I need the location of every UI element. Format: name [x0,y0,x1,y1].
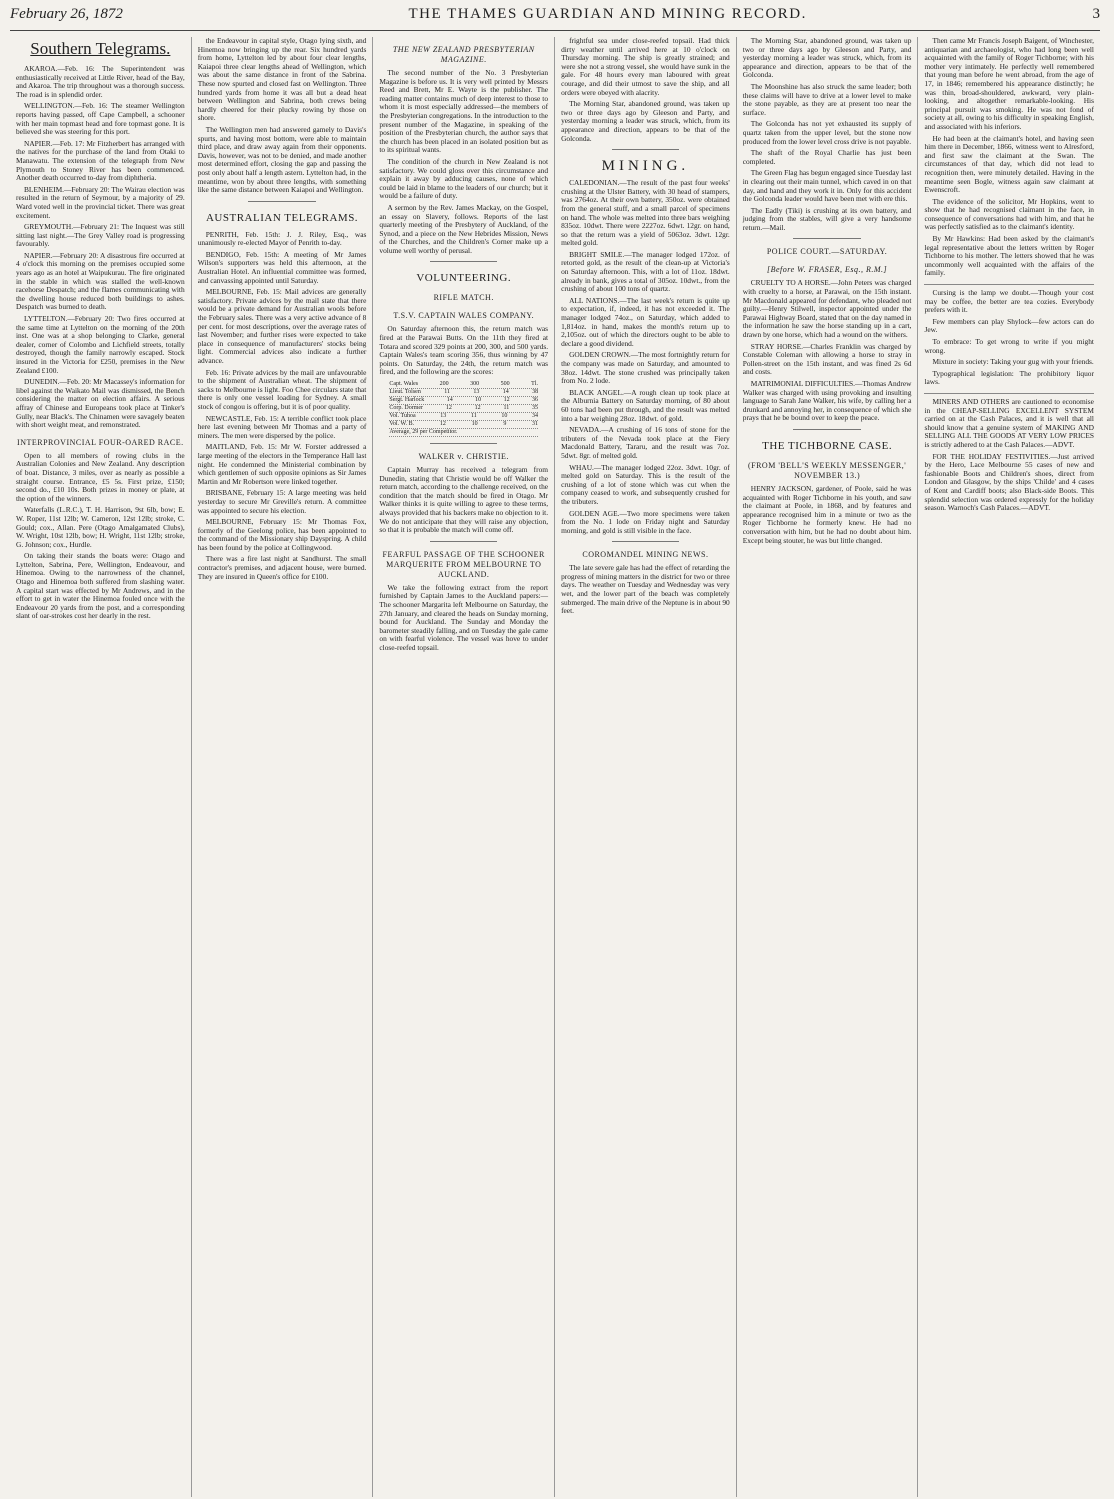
paragraph: DUNEDIN.—Feb. 20: Mr Macassey's information for libel against the Waikato Mail was dismissed, the Bench considering the matter on election affairs. A serious affray of Chinese and Europeans took place at Tinker's Gully, near Black's. The Chinamen were savagely beaten with short weight meat, and remonstrated. [16,377,185,430]
paragraph: Cursing is the lamp we doubt.—Though your cost may be coffee, the better are tea cozies. Everybody prefers with it. [924,288,1094,315]
paragraph: STRAY HORSE.—Charles Franklin was charged by Constable Coleman with allowing a horse to stray in Pollen-street on the 15th instant, and was fined 2s 6d and costs. [742,341,912,377]
table-cell: 34 [532,413,539,420]
paragraph: PENRITH, Feb. 15th: J. J. Riley, Esq., was unanimously re-elected Mayor of Penrith to-day. [197,229,367,248]
table-cell: Capt. Wales [389,381,419,388]
table-cell: Vol. Tuhoa [389,413,416,420]
walker-christie-heading: WALKER v. CHRISTIE. [418,452,509,462]
table-cell: 14 [446,397,453,404]
paragraph: He had been at the claimant's hotel, and having seen him there in December, 1866, witness went to Alresford, and first saw the claimant at the Swan. The circumstances of that day, which did not lead to recognition then, were minutely detailed. Having in the meantime seen Bogle, witness again saw claimant at Ewenscroft. [924,133,1094,195]
paragraph: HENRY JACKSON, gardener, of Poole, said he was acquainted with Roger Tichborne in his youth, and saw the claimant at Poole, in 1868, and by features and appearance recognised him in a minute or two as the Roger Tichborne he formerly knew. He had no conversation with him, but he had no doubt about him. Except being stouter, he was but little changed. [742,483,912,545]
paragraph: ALL NATIONS.—The last week's return is quite up to expectation, if, indeed, it has not exceeded it. The manager lodged 74oz., on Saturday, which added to 1,814oz. in hand, makes the month's return up to 2,105oz. out of which the directors ought to be able to declare a good dividend. [561,295,730,348]
paragraph: LYTTELTON.—February 20: Two fires occurred at the same time at Lyttelton on the morning of the 20th inst. One was at a shop belonging to Clarke, general dealer, corner of Colombo and Lichfield streets, totally destroyed, though the family narrowly escaped. Stock insured in the Victoria for £250, premises in the New Zealand £100. [16,314,185,375]
table-row [389,397,538,405]
column-3 [373,37,555,1497]
mining-heading: MINING. [601,158,690,175]
masthead [10,6,1100,31]
paragraph: the Endeavour in capital style, Otago lying sixth, and Hinemoa now bringing up the rear. Six hundred yards from home, Lyttelton led by about four clear lengths, Kaiapoi three clear lengths ahead of Wellington, which was about the same distance in front of the Sabrina. These now spurted and closed fast on Wellington. Three hundred yards from home it was all but a dead heat between Wellington and Sabrina, both crews being hardly cheered for their plucky rowing by those on shore. [197,37,367,123]
table-cell: Corp. Dormer [389,405,424,412]
paragraph: BRIGHT SMILE.—The manager lodged 172oz. of retorted gold, as the result of the clean-up at Victoria's on Saturday afternoon. This, with a lot of 11oz. 18dwt. already in bank, gives a total of 305oz. 10dwt., from the crushing of about 100 tons of quartz. [561,249,730,294]
divider [248,201,315,202]
paragraph: On Saturday afternoon this, the return match was fired at the Parawai Butts. On the 11th they fired at Totara and scored 329 points at 200, 300, and 500 yards. Captain Wales's team scoring 356, thus winning by 47 points. On Saturday, the 24th, the return match was fired, and the following are the scores: [379,324,549,377]
divider [430,541,497,542]
four-oared-race-heading: INTERPROVINCIAL FOUR-OARED RACE. [17,437,184,447]
table-cell: 12 [445,405,452,412]
paragraph: CRUELTY TO A HORSE.—John Peters was charged with cruelty to a horse, at Parawai, on the 15th instant. Mr Macdonald appeared for defendant, who pleaded not guilty.—Henry Stilwell, inspector appointed under the Parawai Highway Board, stated that on the day named in the information he saw the horse standing up in a cart, drawn by one horse, which had a wound on the withers. [742,278,912,340]
paragraph: The condition of the church in New Zealand is not satisfactory. We could gloss over this circumstance and explain it away by adducing causes, none of which could be laid in blame to the leaders of our church; but it would be a failure of duty. [379,156,549,201]
coromandel-heading: COROMANDEL MINING NEWS. [582,550,709,560]
issue-date: February 26, 1872 [10,6,123,22]
paragraph: The Green Flag has begun engaged since Tuesday last in clearing out their main tunnel, which caved in on that day, and hand and they work it in. Only for this accident the Golconda leader would have been met with ere this. [742,168,912,204]
column-5 [737,37,919,1497]
table-cell: 10 [471,421,478,428]
paragraph: WHAU.—The manager lodged 22oz. 3dwt. 10gr. of melted gold on Saturday. This is the result of the crushing of a lot of stone which was cut when the company ceased to work, and subsequently crushed for the tributers. [561,462,730,506]
paragraph: The evidence of the solicitor, Mr Hopkins, went to show that he had recognised claimant in the face, in consequence of conversations had with him, and that he was perfectly satisfied as to the claimant's identity. [924,196,1094,232]
table-cell: 200 [439,381,449,388]
column-4 [555,37,737,1497]
table-cell: Sergt. Harlock [389,397,425,404]
paragraph: BENDIGO, Feb. 15th: A meeting of Mr James Wilson's supporters was held this afternoon, at the Australian Hotel. An influential committee was formed, and canvassing appointed until Saturday. [197,249,367,285]
table-cell: 35 [532,405,539,412]
table-row [389,405,538,413]
paragraph: The Morning Star, abandoned ground, was taken up two or three days ago by Gleeson and Party, and yesterday morning a leader was struck, which, from its appearance and direction, appears to be that of the Golconda. [561,99,730,143]
fearful-passage-heading: FEARFUL PASSAGE OF THE SCHOONER MARQUERITE FROM MELBOURNE TO AUCKLAND. [382,549,545,579]
paragraph: MELBOURNE, Feb. 15: Mail advices are generally satisfactory. Private advices by the mail state that there would be a private demand for Australian wools before the February sales. There was a very active advance of 8 per cent. for most descriptions, over the average rates of last November; and further rises were expected to take place in consequence of manufacturers' stocks being light. Commercial advices also indicate a further advance. [197,287,367,365]
column-1 [10,37,192,1497]
paragraph: WELLINGTON.—Feb. 16: The steamer Wellington reports having passed, off Cape Campbell, a schooner with her main topmast head and fore topmast gone. It is believed she was steering for this port. [16,101,185,137]
table-cell: 9 [503,421,507,428]
paragraph: CALEDONIAN.—The result of the past four weeks' crushing at the Ulster Battery, with 30 head of stampers, was 2764oz. At their own battery, 350oz. were obtained from the general stuff, and a small parcel of specimens on hand. The whole was melted into three bars weighing 835oz. 10dwt. There were 2227oz. 6dwt. 12gr. on hand, so that the return was a yield of 5063oz. 3dwt. 12gr. melted gold. [561,178,730,248]
table-cell: 31 [532,421,539,428]
paragraph: Captain Murray has received a telegram from Dunedin, stating that Christie would be off Walker the return match, according to the challenge received, on the condition that the match should be fired in Otago. Mr Walker thinks it is quite willing to agree to these terms, always provided that his backers make no objection to it. We do not anticipate that they will raise any objection, so that it is probable the match will come off. [379,465,549,535]
rifle-match-heading: RIFLE MATCH. [433,293,494,303]
paragraph: GOLDEN AGE.—Two more specimens were taken from the No. 1 lode on Friday night and Saturday morning, and gold is still visible in the face. [561,508,730,535]
paragraph: NAPIER.—February 20: A disastrous fire occurred at 4 o'clock this morning on the premises occupied some years ago as an hotel at Waipukurau. The fire originated in the stable in which was stalled the well-known racehorse Despatch; and the flames communicating with the dwelling house reduced both buildings to ashes. Despatch was burned to death. [16,250,185,312]
table-cell: 500 [500,381,510,388]
company-heading: T.S.V. CAPTAIN WALES COMPANY. [393,311,535,321]
table-cell: Lieut. Tolsen [389,389,421,396]
southern-telegrams-heading: Southern Telegrams. [30,39,171,58]
paragraph: The Wellington men had answered gamely to Davis's spurts, and having most bottom, were able to maintain third place, and draw away again from their opponents. Davis, however, was not to be denied, and made another most determined effort, closing the gap and passing the post only about half a length astern. Lyttelton had, in the meantime, won by about three lengths, with something like the same distance between Kaiapoi and Wellington. [197,124,367,195]
paragraph: On taking their stands the boats were: Otago and Lyttelton, Sabrina, Pere, Wellington, Endeavour, and Hinemoa. Owing to the narrowness of the channel, Otago and Hinemoa both suffered from slashing water. A capital start was effected by Mr Andrews, and in the effort to get in water the Hinemoa fouled once with the Endeavour 20 yards from the post, and a corresponding slant of oar-strokes cost her dearly in the rest. [16,551,185,621]
paragraph: NEWCASTLE, Feb. 15: A terrible conflict took place here last evening between Mr Thomas and a party of miners. The men were dispersed by the police. [197,413,367,440]
table-cell: 10 [475,397,482,404]
paragraph: NAPIER.—Feb. 17: Mr Fitzherbert has arranged with the natives for the purchase of the land from Otaki to Manawatu. The extension of the telegraph from New Plymouth to Stoney River has been commenced. Another death occurred to-day from diphtheria. [16,138,185,183]
paragraph: FOR THE HOLIDAY FESTIVITIES.—Just arrived by the Hero, Lace Melbourne 55 cases of new and fashionable Boots and Children's shoes, direct from London and Glasgow, by the ships 'Childe' and 4 cases of Kent and Cardiff boots; also Black-side Boots. This splendid selection was ordered expressly for the holiday season. Warnoch's Cash Palaces.—ADVT. [924,451,1094,513]
table-cell: 10 [501,413,508,420]
paragraph: The Moonshine has also struck the same leader; both these claims will have to drive at a lower level to make the stone payable, as they are at present too near the surface. [742,81,912,117]
paragraph: The Morning Star, abandoned ground, was taken up two or three days ago by Gleeson and Party, and yesterday morning a leader was struck, which, from its appearance and direction, appears to be that of the Golconda. [742,37,912,80]
table-cell: 14 [502,389,509,396]
table-cell: 13 [473,389,480,396]
divider [430,443,497,444]
paragraph: Then came Mr Francis Joseph Baigent, of Winchester, antiquarian and archaeologist, who had long been well acquainted with the family of Roger Tichborne; with his mother very intimately. He perfectly well remembered that young man before he went abroad, from the age of 17, in 1846; remembered his appearance distinctly; he was thin, broad-shouldered, awkward, very plain-looking, and altogether remarkable-looking. His principal pursuit was smoking. He was not fond of society at all, owing to his difficulty in speaking English, and associated with his inferiors. [924,37,1094,131]
table-row [389,389,538,397]
table-cell: 38 [532,389,539,396]
paragraph: Feb. 16: Private advices by the mail are unfavourable to the shipment of Australian wheat. The shipment of sacks to Melbourne is light. Foo Chee circulars state that there is only one vessel loading for Sydney. A small stock of congou is offering, but it is of poor quality. [197,367,367,411]
paragraph: Mixture in society: Taking your gug with your friends. [932,357,1094,367]
paragraph: To embrace: To get wrong to write if you might wrong. [924,337,1094,355]
column-6 [918,37,1100,1497]
table-cell: 12 [503,397,510,404]
table-cell: 36 [532,397,539,404]
table-cell: 11 [444,389,450,396]
paragraph: The Eadly (Tiki) is crushing at its own battery, and judging from the stables, will give a very handsome return.—Mail. [742,205,912,232]
table-row [389,429,538,437]
divider [430,261,497,262]
paragraph: A sermon by the Rev. James Mackay, on the Gospel, an essay on Slavery, follows. Reports of the last quarterly meeting of the Presbytery of Auckland, of the Synod, and a piece on the New Hebrides Mission, News of the Churches, and the Children's Corner make up a volume well worthy of perusal. [379,202,549,255]
table-cell: 300 [470,381,480,388]
table-row [389,413,538,421]
page-number: 3 [1092,6,1100,22]
miscellany-section [924,284,1094,387]
paragraph: Few members can play Shylock—few actors can do Jew. [924,316,1094,335]
paragraph: frightful sea under close-reefed topsail. Had thick dirty weather until arrived here at 10 o'clock on Thursday morning. The ship is greatly strained; and were she not a strong vessel, she would have sunk in the gale. For 48 hours every man laboured with great courage, and did their utmost to save the ship, and all orders were obeyed with alacrity. [561,37,730,97]
australian-telegrams-heading: AUSTRALIAN TELEGRAMS. [205,211,359,224]
table-row [389,421,538,429]
paragraph: Waterfalls (L.R.C.), T. H. Harrison, 9st 6lb, bow; E. W. Roper, 11st 12lb; W. Cameron, 12st 12lb; stroke, C. Gould; cox., Allan. Pere (Otago Amalgamated Clubs), W. Wright, 10st 12lb, bow; H. Wright, 11st 12lb; stroke, G. Johnson; cox., Hurdle. [16,505,185,549]
paragraph: NEVADA.—A crushing of 16 tons of stone for the tributers of the Nevada took place at the Fiery Macdonald Battery, Tararu, and the result was 7oz. 5dwt. 8gr. of melted gold. [561,425,730,460]
advertisement [924,393,1094,513]
volunteering-heading: VOLUNTEERING. [416,272,512,285]
column-2 [192,37,374,1497]
paragraph: MINERS AND OTHERS are cautioned to economise in the CHEAP-SELLING EXCELLENT SYSTEM carried on at the Cash Palaces, and it is well that all should know that a genuine system of MAKING AND SELLING ALL THE GOODS AT VERY LOW PRICES is strictly adhered to at the Cash Palaces.—ADVT. [924,396,1094,449]
paragraph: By Mr Hawkins: Had been asked by the claimant's legal representative about the letters written by Roger Tichborne to his mother. The letters showed that he was uncommonly well acquainted with the affairs of the family. [924,234,1094,278]
paragraph: MATRIMONIAL DIFFICULTIES.—Thomas Andrew Walker was charged with using provoking and insulting language to Sarah Jane Walker, his wife, by calling her a drunkard and annoying her, in consequence of which she prays that he be bound over to keep the peace. [742,379,912,423]
divider [793,429,860,430]
paragraph: The second number of the No. 3 Presbyterian Magazine is before us. It is very well printed by Messrs Reed and Brett, Mr E. Wayte is the publisher. The reading matter contains much of deep interest to those to whom it is most especially addressed—the members of the Presbyterian congregations. In the introduction to the present number of the Magazine, in speaking of the position of the Presbyterian church, the author says that the church has been placed in an isolated position but as to its spiritual wants. [379,68,549,155]
paragraph: Typographical legislation: The prohibitory liquor laws. [924,368,1094,387]
tichborne-heading: THE TICHBORNE CASE. [762,439,893,452]
paragraph: The shaft of the Royal Charlie has just been completed. [742,148,912,166]
police-court-subheading: [Before W. FRASER, Esq., R.M.] [767,265,888,275]
paragraph: BLENHEIM.—February 20: The Wairau election was resulted in the return of Seymour, by a majority of 29. Ward voted well in the provincial ticket. There was great excitement. [16,184,185,220]
paper-title: THE THAMES GUARDIAN AND MINING RECORD. [408,6,807,22]
paragraph: The late severe gale has had the effect of retarding the progress of mining matters in the district for two or three days. The weather on Tuesday and Wednesday was very wet, and the lower part of the beach was completely submerged. The main drive of the Neptune is in about 90 feet. [561,563,730,616]
table-cell: 12 [474,405,481,412]
table-cell: Tl. [531,381,539,388]
divider [612,541,679,542]
paragraph: GOLDEN CROWN.—The most fortnightly return for the company was made on Saturday, and amounted to 38oz. 14dwt. The stone crushed was principally taken from No. 2 lode. [561,350,730,386]
divider [793,238,860,239]
score-table [389,381,538,437]
presbyterian-magazine-heading: THE NEW ZEALAND PRESBYTERIAN MAGAZINE. [392,45,535,64]
paragraph: We take the following extract from the report furnished by Captain James to the Auckland papers:—The schooner Margarita left Melbourne on Saturday, the 27th January, and cleared the heads on Sunday morning, bound for Auckland. The Sunday and Monday the barometer steadily falling, and on Tuesday the gale came on with fearful violence. The vessel was hove to under close-reefed topsail. [379,582,549,652]
paragraph: There was a fire last night at Sandhurst. The small contractor's premises, and adjacent house, were burned. They are insured in Queen's office for £100. [197,554,367,581]
table-cell: 13 [440,413,447,420]
paragraph: GREYMOUTH.—February 21: The Inquest was still sitting last night.—The Grey Valley road is progressing favourably. [16,222,185,249]
paragraph: AKAROA.—Feb. 16: The Superintendent was enthusiastically received at Little River, head of the Bay, and Akaroa. The trip throughout was a thorough success. The road is in splendid order. [16,64,185,99]
table-cell: 11 [503,405,510,412]
paragraph: BRISBANE, February 15: A large meeting was held yesterday to secure Mr Greville's return. A committee was appointed to secure his election. [197,488,367,515]
paragraph: MELBOURNE, February 15: Mr Thomas Fox, formerly of the Geelong police, has been appointed to the command of the Missionary ship Dayspring. A child has been found by the police at Collingwood. [197,517,367,552]
paragraph: The Golconda has not yet exhausted its supply of quartz taken from the upper level, but the stone now produced from the lower level cross drive is not payable. [742,119,912,146]
table-cell: 12 [439,421,446,428]
paragraph: Open to all members of rowing clubs in the Australian Colonies and New Zealand. Any description of boat. Distance, 3 miles, over as nearly as possible a straight course. Entrance, £5 5s. First prize, £150; second do., £10 10s. Both prizes in money or plate, at the option of the winners. [16,450,185,503]
tichborne-source: (FROM 'BELL'S WEEKLY MESSENGER,' NOVEMBER 13.) [747,460,907,480]
paragraph: BLACK ANGEL.—A rough clean up took place at the Alburnia Battery on Saturday morning, of 80 about 60 tons had been put through, and the result was melted into a bar weighing 28oz. 18dwt. of gold. [561,387,730,423]
divider [612,149,679,150]
table-cell: 11 [470,413,477,420]
police-court-heading: POLICE COURT.—SATURDAY. [766,247,888,257]
table-row [389,381,538,389]
table-cell: Average, 29 per Competitor. [389,429,458,436]
paragraph: MAITLAND, Feb. 15: Mr W. Forster addressed a large meeting of the electors in the Temperance Hall last night. He condemned the Ministerial combination by which gentlemen of such opposite opinions as Sir James Martin and Mr Robertson were linked together. [197,442,367,486]
table-cell: Vol. W. B. [389,421,415,428]
